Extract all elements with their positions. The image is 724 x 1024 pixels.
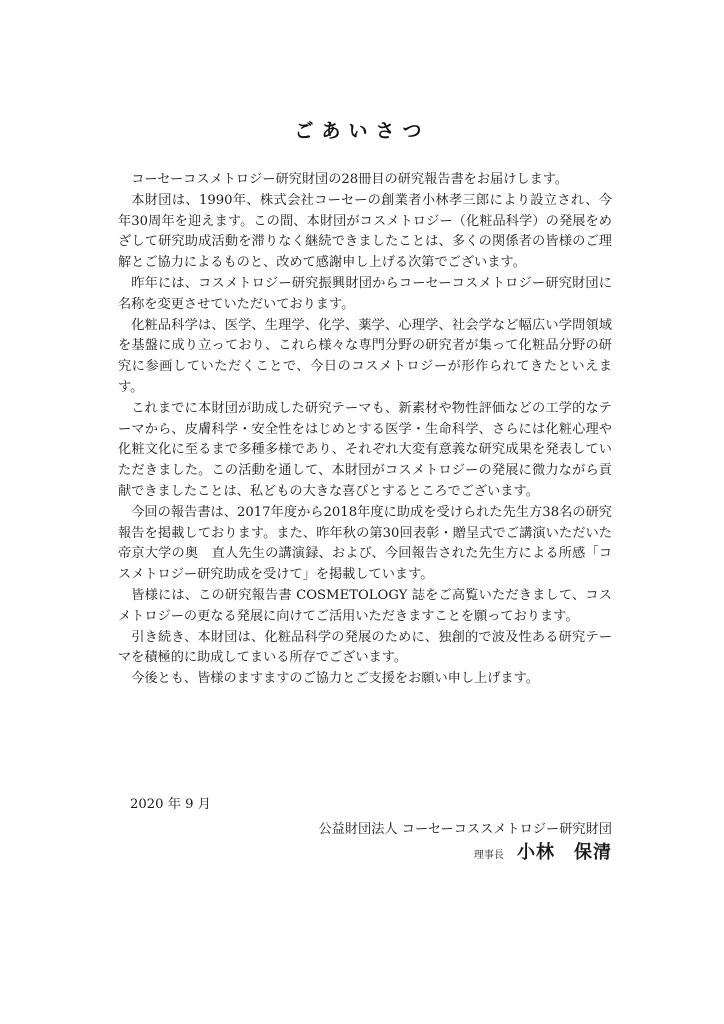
paragraph: コーセーコスメトロジー研究財団の28冊目の研究報告書をお届けします。 (131, 172, 569, 187)
paragraph: これまでに本財団が助成した研究テーマも、新素材や物性評価などの工学的なテーマから、皮膚科学・安全性をはじめとする医学・生命科学、さらには化粧心理や化粧文化に至るまで多種多様であり、それぞれ大変有意義な研究成果を発表していただきました。この活動を通して、本財団がコスメトロジーの発展に微力ながら貢献できましたことは、私どもの大きな喜びとするところでございます。 (118, 400, 612, 499)
paragraph: 今回の報告書は、2017年度から2018年度に助成を受けられた先生方38名の研究報告を掲載しております。また、昨年秋の第30回表彰・贈呈式でご講演いただいた帝京大学の奥 直人先生の講演録、および、今回報告された先生方による所感「コスメトロジー研究助成を受けて」を掲載しています。 (118, 504, 612, 583)
signatory-role: 理事長 (473, 850, 504, 861)
paragraph: 引き続き、本財団は、化粧品科学の発展のために、独創的で波及性ある研究テーマを積極的に助成してまいる所存でございます。 (118, 629, 612, 666)
letter-body (118, 170, 612, 690)
paragraph: 昨年には、コスメトロジー研究振興財団からコーセーコスメトロジー研究財団に名称を変更させていただいております。 (118, 275, 612, 312)
organization-name: 公益財団法人 コーセーコススメトロジー研究財団 (318, 822, 612, 837)
paragraph: 本財団は、1990年、株式会社コーセーの創業者小林孝三郎により設立され、今年30周年を迎えます。この間、本財団がコスメトロジー（化粧品科学）の発展をめざして研究助成活動を滞りなく継続できましたことは、多くの関係者の皆様のご理解とご協力によるものと、改めて感謝申し上げる次第でございます。 (118, 192, 612, 271)
paragraph: 化粧品科学は、医学、生理学、化学、薬学、心理学、社会学など幅広い学問領域を基盤に成り立っており、これら様々な専門分野の研究者が集って化粧品分野の研究に参画していただくことで、今日のコスメトロジーが形作られてきたといえます。 (118, 317, 612, 395)
page-title: ごあいさつ (294, 120, 430, 142)
paragraph: 皆様には、この研究報告書 COSMETOLOGY 誌をご高覧いただきまして、コスメトロジーの更なる発展に向けてご活用いただきますことを願っております。 (118, 587, 612, 624)
signature (474, 838, 612, 864)
signatory-name: 小林 保清 (517, 842, 612, 863)
paragraph: 今後とも、皆様のますますのご協力とご支援をお願い申し上げます。 (131, 671, 539, 687)
letter-date: 2020 年 9 月 (130, 797, 211, 812)
